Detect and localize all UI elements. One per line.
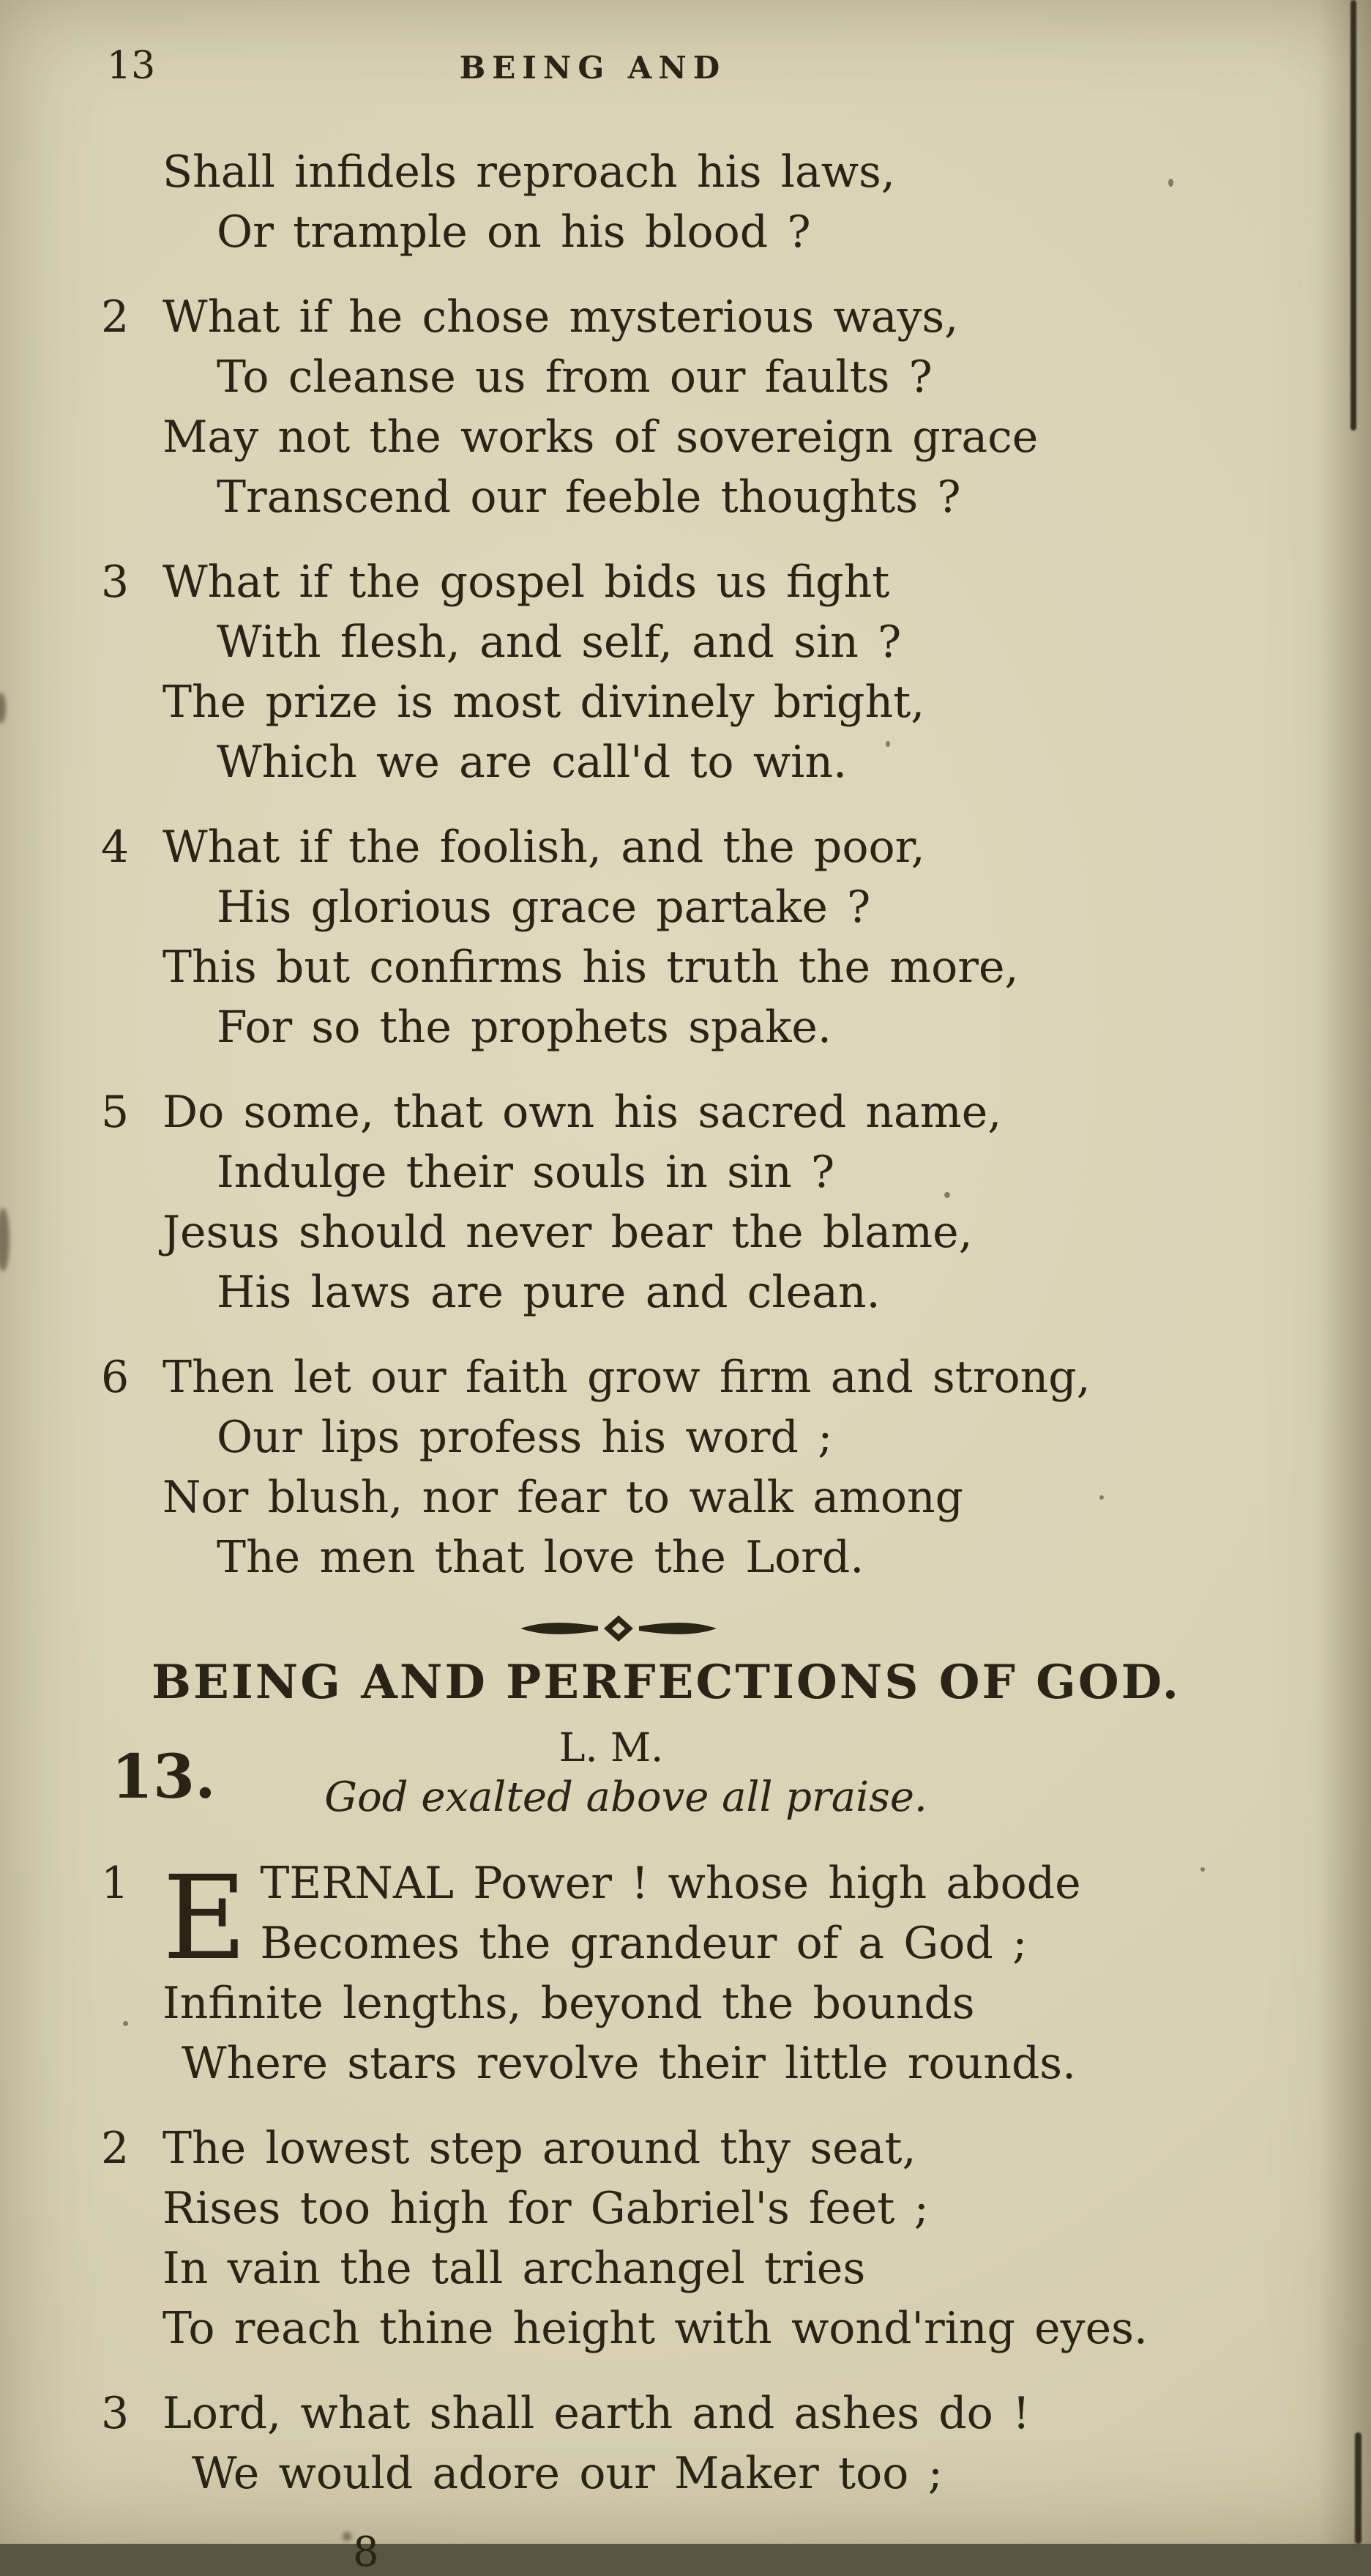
verse-line: Shall infidels reproach his laws, xyxy=(162,146,895,198)
verse-line: The men that love the Lord. xyxy=(217,1532,864,1583)
verse-line: Becomes the grandeur of a God ; xyxy=(260,1918,1028,1969)
verse-line: Then let our faith grow firm and strong, xyxy=(162,1352,1091,1403)
verse-line: Infinite lengths, beyond the bounds xyxy=(162,1978,975,2029)
stanza xyxy=(95,2383,1237,2504)
stanza xyxy=(95,1347,1237,1587)
scan-edge-line-bottom xyxy=(1355,2432,1361,2544)
verse-line: We would adore our Maker too ; xyxy=(192,2448,943,2499)
stanza-number: 4 xyxy=(101,822,130,873)
verse-line: With flesh, and self, and sin ? xyxy=(217,617,902,668)
verse-line: The prize is most divinely bright, xyxy=(162,677,925,728)
divider-rule-diamond-icon xyxy=(516,1612,721,1645)
stanza-number: 6 xyxy=(101,1352,130,1403)
hymn-meter: L. M. xyxy=(559,1724,664,1771)
verse-line: His glorious grace partake ? xyxy=(217,882,871,933)
verse-line: In vain the tall archangel tries xyxy=(162,2243,866,2294)
verse-line: Rises too high for Gabriel's feet ; xyxy=(162,2183,929,2234)
scan-edge-line-top xyxy=(1351,0,1356,431)
hymn-12-continued xyxy=(95,142,1237,1587)
stanza-number: 2 xyxy=(101,291,130,343)
page-number: 13 xyxy=(107,44,156,88)
page-header xyxy=(95,42,1237,124)
verse-line: Where stars revolve their little rounds. xyxy=(182,2038,1077,2089)
verse-line: May not the works of sovereign grace xyxy=(162,412,1039,463)
page-content xyxy=(95,42,1237,2576)
verse-line: To cleanse us from our faults ? xyxy=(217,351,933,403)
verse-line: Or trample on his blood ? xyxy=(217,206,811,258)
scan-smudge xyxy=(0,1208,10,1271)
hymn-13 xyxy=(95,1853,1237,2504)
verse-line: Do some, that own his sacred name, xyxy=(162,1087,1002,1138)
verse-line: What if he chose mysterious ways, xyxy=(162,291,959,343)
drop-cap: E xyxy=(162,1851,247,1986)
verse-line: Jesus should never bear the blame, xyxy=(162,1207,973,1258)
hymn-13-heading xyxy=(95,1724,1237,1836)
verse-line: Transcend our feeble thoughts ? xyxy=(217,472,961,523)
verse-line: This but confirms his truth the more, xyxy=(162,942,1019,993)
verse-line: The lowest step around thy seat, xyxy=(162,2123,916,2174)
hymn-number: 13. xyxy=(111,1742,216,1812)
stanza-number: 1 xyxy=(101,1858,130,1909)
stanza xyxy=(95,817,1237,1057)
section-divider-ornament xyxy=(516,1612,721,1648)
verse-line: Our lips profess his word ; xyxy=(217,1412,833,1463)
section-title: BEING AND PERFECTIONS OF GOD. xyxy=(151,1655,1181,1710)
verse-line: Which we are call'd to win. xyxy=(217,737,848,788)
scan-smudge xyxy=(0,693,6,723)
stanza xyxy=(95,287,1237,527)
verse-line: What if the foolish, and the poor, xyxy=(162,822,925,873)
signature-mark: 8 xyxy=(353,2528,379,2576)
stanza xyxy=(95,1082,1237,1322)
stanza xyxy=(95,1853,1237,2093)
page-edge-shadow xyxy=(1318,0,1371,2544)
stanza-number: 3 xyxy=(101,556,130,608)
verse-line: His laws are pure and clean. xyxy=(217,1267,881,1318)
verse-line: Lord, what shall earth and ashes do ! xyxy=(162,2388,1031,2439)
hymn-subtitle: God exalted above all praise. xyxy=(324,1773,927,1821)
verse-line: Indulge their souls in sin ? xyxy=(217,1147,835,1198)
stanza-number: 2 xyxy=(101,2123,130,2174)
verse-line: For so the prophets spake. xyxy=(217,1002,832,1053)
verse-line: Nor blush, nor fear to walk among xyxy=(162,1472,964,1523)
stanza-number: 3 xyxy=(101,2388,130,2439)
stanza xyxy=(95,142,1237,262)
verse-line: TERNAL Power ! whose high abode xyxy=(260,1858,1081,1909)
stanza-number: 5 xyxy=(101,1087,130,1138)
stanza xyxy=(95,552,1237,792)
stanza xyxy=(95,2118,1237,2359)
running-title: BEING AND xyxy=(459,50,727,86)
verse-line: To reach thine height with wond'ring eyes. xyxy=(162,2303,1148,2354)
verse-line: What if the gospel bids us fight xyxy=(162,556,890,608)
